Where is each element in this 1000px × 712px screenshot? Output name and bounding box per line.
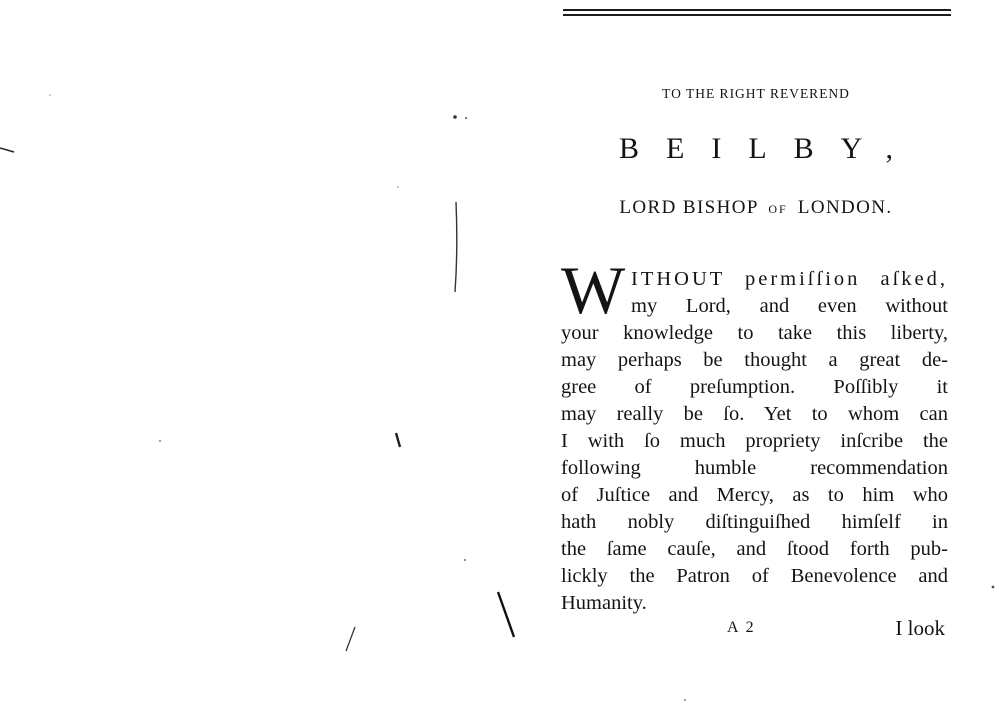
text-line: may really be ſo. Yet to whom can (561, 403, 948, 425)
drop-cap: W (561, 252, 626, 328)
text-line: hath nobly diſtinguiſhed himſelf in (561, 511, 948, 533)
text-line: gree of preſumption. Poſſibly it (561, 376, 948, 398)
dedication-prefix: TO THE RIGHT REVEREND (662, 86, 850, 101)
title-part: LONDON. (797, 197, 893, 218)
title-part: OF (768, 202, 788, 216)
catchword: I look (895, 616, 945, 640)
text-line: following humble recommendation (561, 457, 948, 479)
text-line: your knowledge to take this liberty, (561, 322, 948, 344)
signature-mark: A 2 (727, 619, 756, 636)
text-line: the ſame cauſe, and ſtood forth pub- (561, 538, 948, 560)
text-line: Humanity. (561, 592, 647, 614)
text-line: lickly the Patron of Benevolence and (561, 565, 948, 587)
dedicatee-name: BEILBY, (619, 132, 920, 165)
title-part: LORD BISHOP (619, 197, 759, 218)
text-line: I with ſo much propriety inſcribe the (561, 430, 948, 452)
text-line: my Lord, and even without (631, 295, 948, 317)
text-line: ITHOUT permiſſion aſked, (631, 268, 948, 290)
text-line: of Juſtice and Mercy, as to him who (561, 484, 948, 506)
text-line: may perhaps be thought a great de- (561, 349, 948, 371)
